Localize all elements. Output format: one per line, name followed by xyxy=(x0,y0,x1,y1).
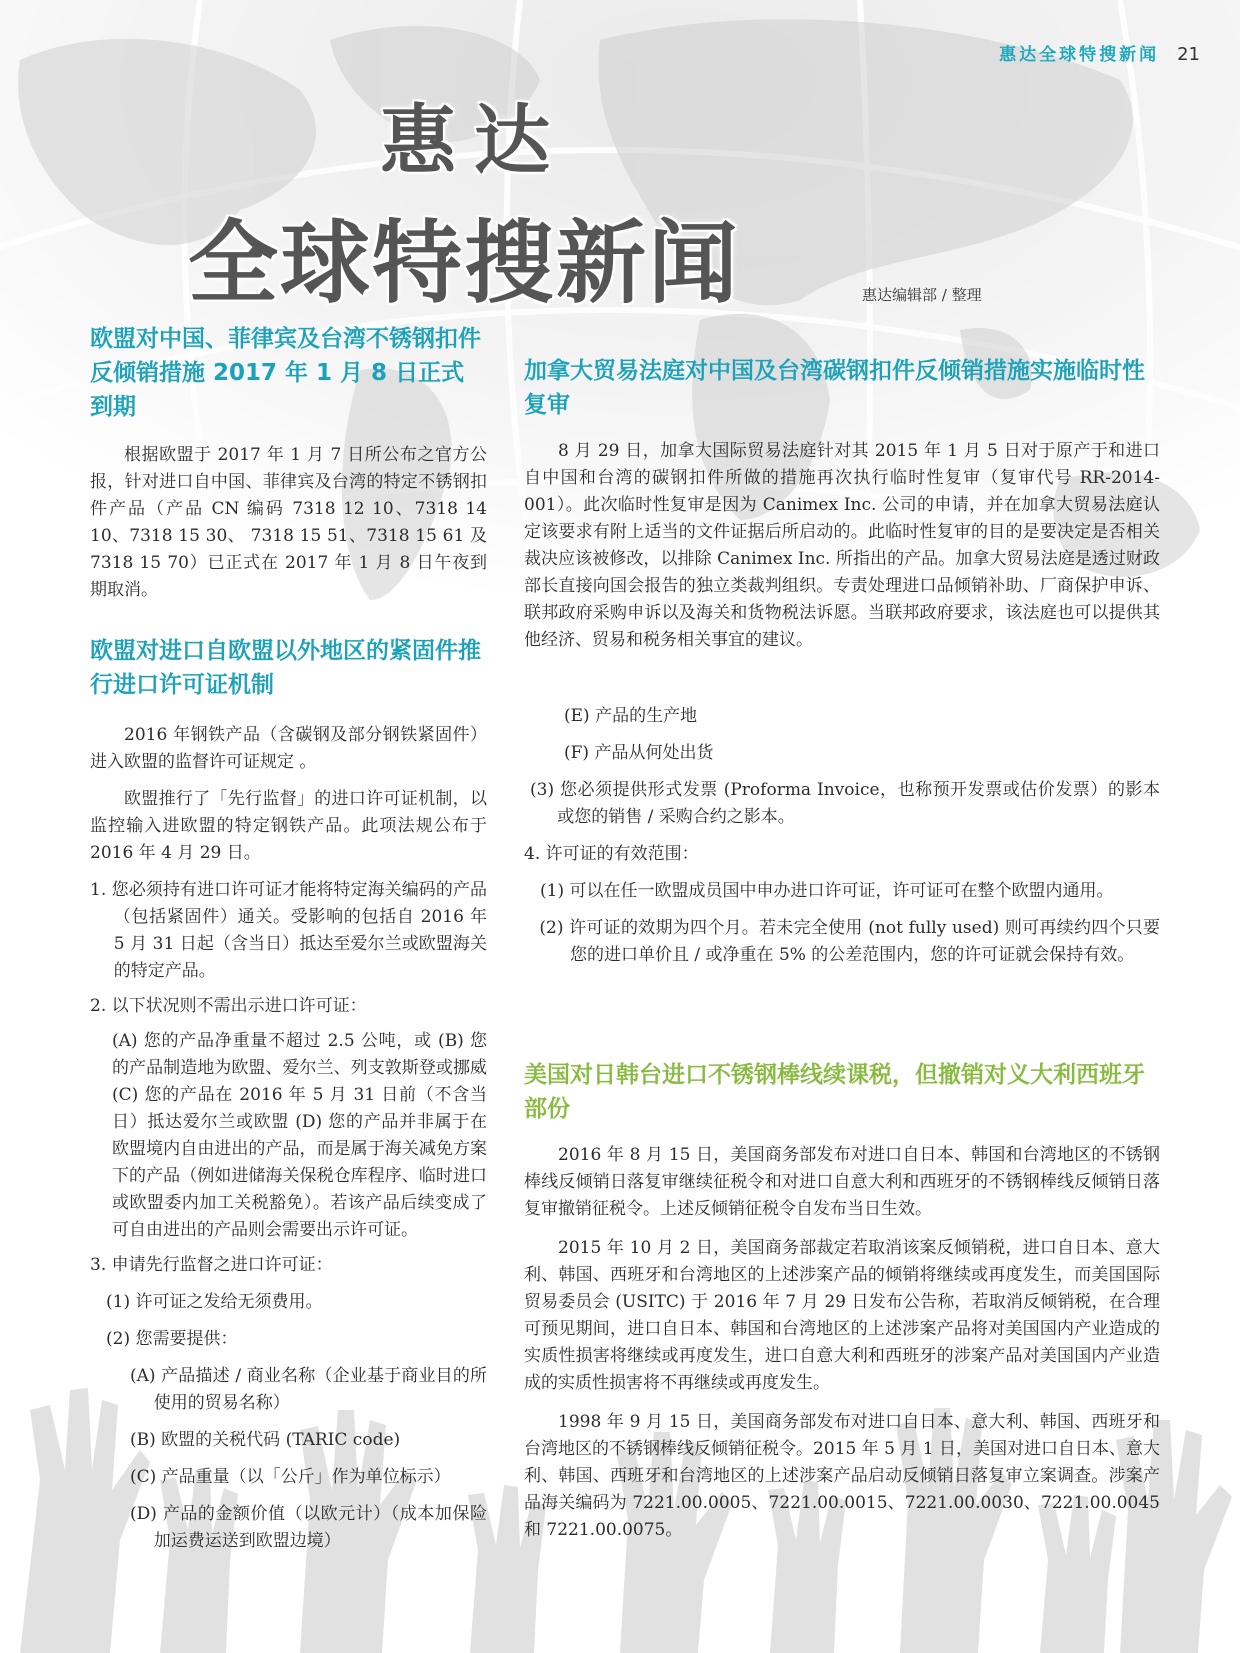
usa-paragraph-3: 1998 年 9 月 15 日，美国商务部发布对进口自日本、意大利、韩国、西班牙和台湾地区的不锈钢棒线反倾销征税令。2015 年 5 月 1 日，美国对进口自日本、意大利、韩国、西班牙和台湾地区的上述涉案产品启动反倾销日落复审立案调查。涉案产品海关编码为 7221.00.0005、7221.00.0015、7221.00.0030、7221.00.0045 和 7221.00.0075。 xyxy=(524,1412,1160,1540)
running-header xyxy=(999,40,1200,65)
article-title-canada: 加拿大贸易法庭对中国及台湾碳钢扣件反倾销措施实施临时性复审 xyxy=(524,358,1145,418)
eu-license-item-3-3: (3) 您必须提供形式发票 (Proforma Invoice，也称预开发票或估价发票）的影本或您的销售 / 采购合约之影本。 xyxy=(530,780,1160,827)
byline: 惠达编辑部 / 整理 xyxy=(862,286,982,304)
eu-license-item-4-2: (2) 许可证的效期为四个月。若未完全使用 (not fully used) 则可再续约四个只要您的进口单价且 / 或净重在 5% 的公差范围内，您的许可证就会保持有效。 xyxy=(539,918,1160,965)
page-number: 21 xyxy=(1177,44,1200,65)
eu-license-item-3-2-b: (B) 欧盟的关税代码 (TARIC code) xyxy=(130,1430,401,1450)
left-column-top xyxy=(90,322,487,1555)
usa-paragraph-1: 2016 年 8 月 15 日，美国商务部发布对进口自日本、韩国和台湾地区的不锈钢棒线反倾销日落复审继续征税令和对进口自意大利和西班牙的不锈钢棒线反倾销日落复审撤销征税令。上述反倾销征税令自发布当日生效。 xyxy=(524,1145,1160,1219)
eu-license-item-4-1: (1) 可以在任一欧盟成员国中申办进口许可证，许可证可在整个欧盟内通用。 xyxy=(540,881,1114,901)
right-column-top xyxy=(524,354,1160,654)
article-title-usa: 美国对日韩台进口不锈钢棒线续课税，但撤销对义大利西班牙部份 xyxy=(524,1062,1145,1122)
section-label: 惠达全球特搜新闻 xyxy=(999,45,1160,65)
eu-license-paragraph-1: 2016 年钢铁产品（含碳钢及部分钢铁紧固件）进入欧盟的监督许可证规定 。 xyxy=(90,725,487,772)
eu-license-item-3-1: (1) 许可证之发给无须费用。 xyxy=(106,1292,323,1312)
eu-license-item-3: 3. 申请先行监督之进口许可证： xyxy=(90,1255,333,1275)
right-column-continuation xyxy=(524,703,1160,969)
eu-license-item-3-2-f: (F) 产品从何处出货 xyxy=(564,743,714,763)
eu-license-item-3-2-a: (A) 产品描述 / 商业名称（企业基于商业目的所使用的贸易名称） xyxy=(130,1366,487,1413)
eu-license-item-4: 4. 许可证的有效范围： xyxy=(524,844,699,864)
article-title-eu-license: 欧盟对进口自欧盟以外地区的紧固件推行进口许可证机制 xyxy=(90,638,481,698)
eu-license-item-1: 1. 您必须持有进口许可证才能将特定海关编码的产品（包括紧固件）通关。受影响的包括自 2016 年 5 月 31 日起（含当日）抵达至爱尔兰或欧盟海关的特定产品。 xyxy=(90,880,487,981)
eu-license-item-3-2-c: (C) 产品重量（以「公斤」作为单位标示） xyxy=(130,1467,451,1487)
eu-license-item-2-detail: (A) 您的产品净重量不超过 2.5 公吨，或 (B) 您的产品制造地为欧盟、爱尔兰、列支敦斯登或挪威 (C) 您的产品在 2016 年 5 月 31 日前（不含当日）抵达爱尔兰或欧盟 (D) 您的产品并非属于在欧盟境内自由进出的产品，而是属于海关减免方案下的产品（例如进储海关保税仓库程序、临时进口或欧盟委内加工关税豁免）。若该产品后续变成了可自由进出的产品则会需要出示许可证。 xyxy=(112,1031,487,1240)
right-column-bottom xyxy=(524,1058,1160,1544)
usa-paragraph-2: 2015 年 10 月 2 日，美国商务部裁定若取消该案反倾销税，进口自日本、意大利、韩国、西班牙和台湾地区的上述涉案产品的倾销将继续或再度发生，而美国国际贸易委员会 (USITC) 于 2016 年 7 月 29 日发布公告称，若取消反倾销税，在合理可预见期间，进口自日本、韩国和台湾地区的上述涉案产品将对美国国内产业造成的实质性损害将继续或再度发生，进口自意大利和西班牙的涉案产品对美国国内产业造成的实质性损害将不再继续或再度发生。 xyxy=(524,1238,1160,1393)
article-body-eu-expiry: 根据欧盟于 2017 年 1 月 7 日所公布之官方公报，针对进口自中国、菲律宾及台湾的特定不锈钢扣件产品（产品 CN 编码 7318 12 10、7318 14 10、7318 15 30、 7318 15 51、7318 15 61 及 7318 15 70）已正式在 2017 年 1 月 8 日午夜到期取消。 xyxy=(90,445,487,600)
masthead-title: 全球特搜新闻 xyxy=(188,211,740,316)
article-title-eu-expiry: 欧盟对中国、菲律宾及台湾不锈钢扣件反倾销措施 2017 年 1 月 8 日正式到期 xyxy=(90,326,481,420)
article-body-canada: 8 月 29 日，加拿大国际贸易法庭针对其 2015 年 1 月 5 日对于原产于和进口自中国和台湾的碳钢扣件所做的措施再次执行临时性复审（复审代号 RR-2014-001）。此次临时性复审是因为 Canimex Inc. 公司的申请，并在加拿大贸易法庭认定该要求有附上适当的文件证据后所启动的。此临时性复审的目的是要决定是否相关裁决应该被修改，以排除 Canimex Inc. 所指出的产品。加拿大贸易法庭是透过财政部长直接向国会报告的独立类裁判组织。专责处理进口品倾销补助、厂商保护申诉、联邦政府采购申诉以及海关和货物税法诉愿。当联邦政府要求，该法庭也可以提供其他经济、贸易和税务相关事宜的建议。 xyxy=(524,441,1160,650)
eu-license-item-3-2-e: (E) 产品的生产地 xyxy=(564,706,698,726)
eu-license-item-2: 2. 以下状况则不需出示进口许可证： xyxy=(90,996,367,1016)
eu-license-item-3-2: (2) 您需要提供： xyxy=(106,1329,238,1349)
eu-license-paragraph-2: 欧盟推行了「先行监督」的进口许可证机制，以监控输入进欧盟的特定钢铁产品。此项法规公布于 2016 年 4 月 29 日。 xyxy=(90,789,487,863)
masthead-brand: 惠达 xyxy=(380,96,568,185)
eu-license-item-3-2-d: (D) 产品的金额价值（以欧元计）（成本加保险加运费运送到欧盟边境） xyxy=(130,1504,487,1551)
